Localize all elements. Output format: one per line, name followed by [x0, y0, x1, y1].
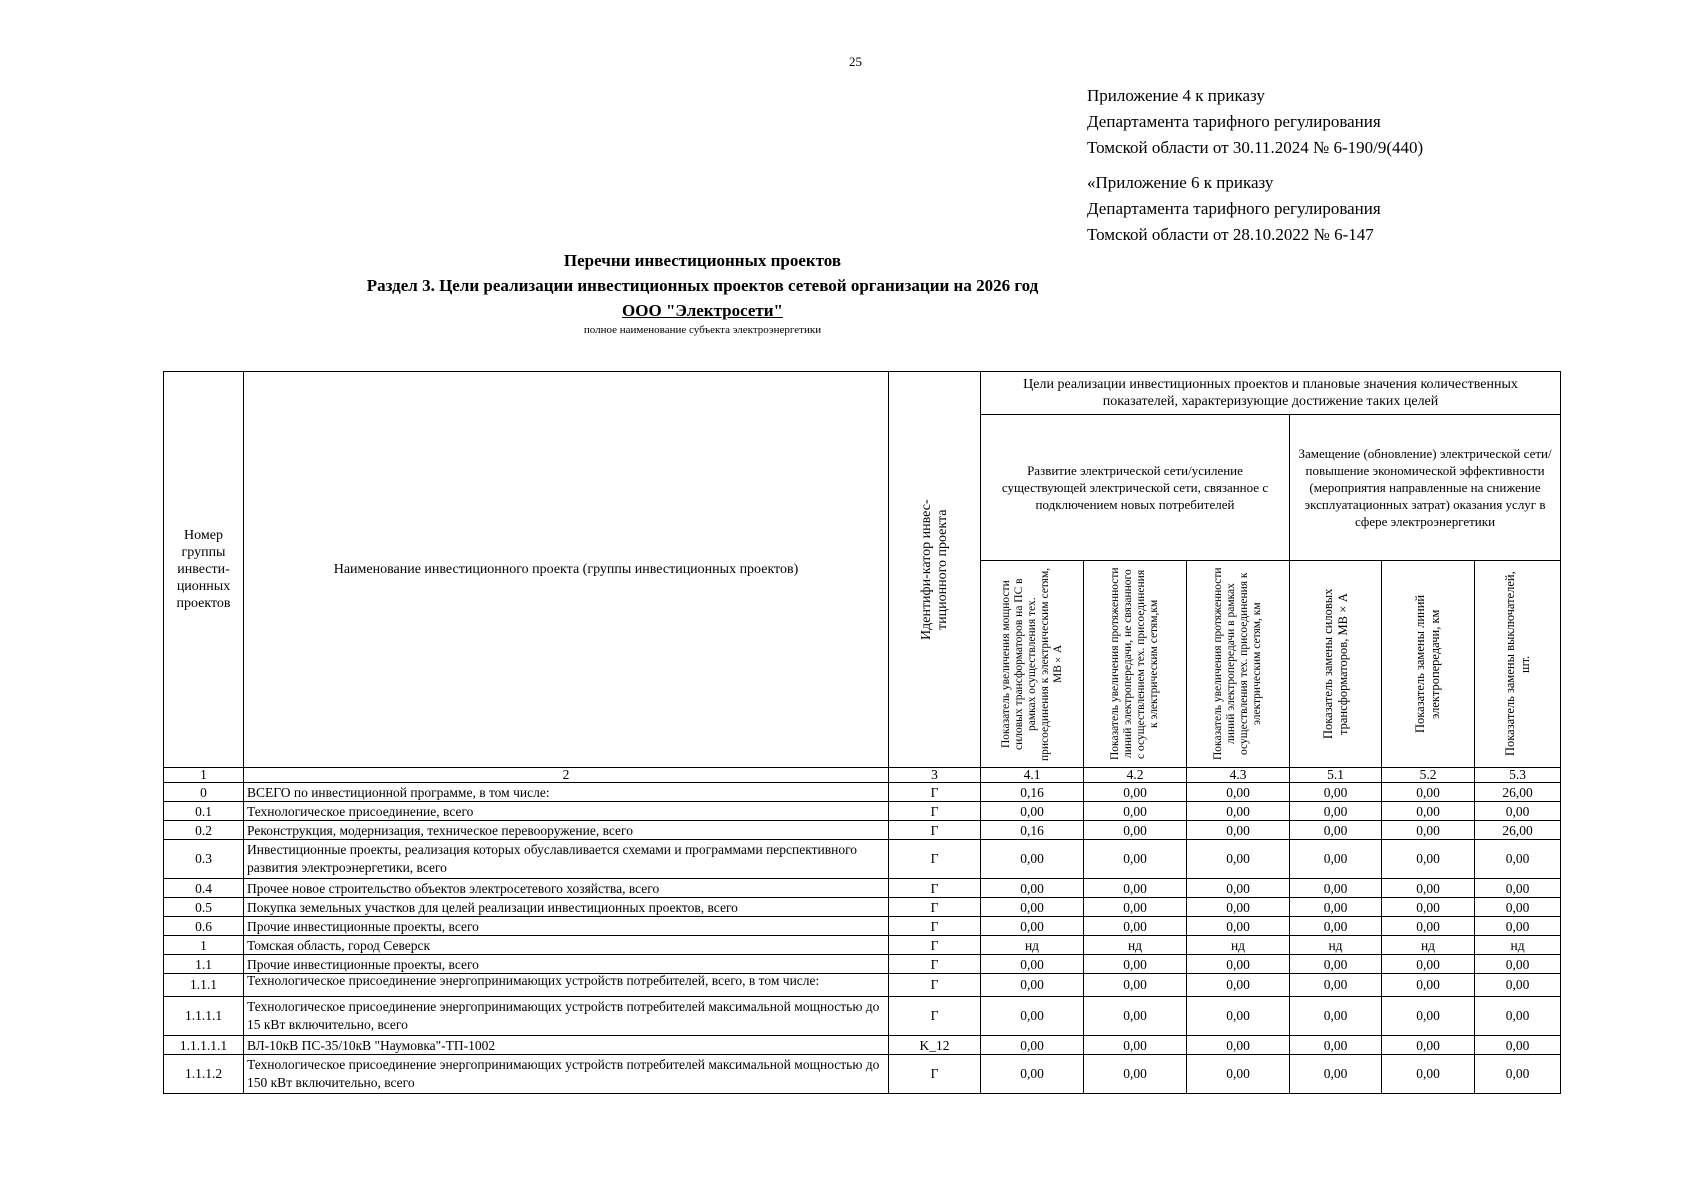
row-group-number: 0.1: [164, 802, 244, 821]
appendix-line: Департамента тарифного регулирования: [1087, 199, 1381, 218]
row-project-name: Прочие инвестиционные проекты, всего: [244, 917, 889, 936]
row-indicator-value: нд: [981, 936, 1084, 955]
document-title: [160, 248, 1245, 337]
row-project-name: Прочее новое строительство объектов электросетевого хозяйства, всего: [244, 879, 889, 898]
header-replacement: Замещение (обновление) электрической сети/повышение экономической эффективности (мероприятия направленные на снижение эксплуатационных затрат) оказания услуг в сфере электроэнергетики: [1290, 415, 1561, 561]
row-identifier: Г: [889, 802, 981, 821]
header-indicator-5-1: [1290, 561, 1382, 768]
row-indicator-value: 0,00: [1084, 974, 1187, 997]
table-row: [164, 1055, 1561, 1094]
row-identifier: Г: [889, 1055, 981, 1094]
appendix-line: Томской области от 28.10.2022 № 6-147: [1087, 225, 1374, 244]
header-indicator-5-1-text: Показатель замены силовых трансформаторов, МВ×А: [1320, 588, 1350, 740]
row-identifier: Г: [889, 879, 981, 898]
row-indicator-value: 0,00: [1187, 783, 1290, 802]
row-indicator-value: 0,00: [1084, 997, 1187, 1036]
row-indicator-value: 0,00: [1382, 840, 1475, 879]
row-indicator-value: 0,00: [1382, 802, 1475, 821]
row-indicator-value: 0,00: [1290, 1055, 1382, 1094]
table-row: [164, 917, 1561, 936]
row-indicator-value: 0,16: [981, 821, 1084, 840]
row-indicator-value: 0,00: [1475, 840, 1561, 879]
column-number: 1: [164, 768, 244, 783]
row-identifier: Г: [889, 821, 981, 840]
row-identifier: K_12: [889, 1036, 981, 1055]
table-row: [164, 974, 1561, 997]
header-indicator-4-3: [1187, 561, 1290, 768]
title-line-2: Раздел 3. Цели реализации инвестиционных проектов сетевой организации на 2026 год: [366, 276, 1039, 295]
row-indicator-value: нд: [1382, 936, 1475, 955]
row-indicator-value: нд: [1187, 936, 1290, 955]
page-number: 25: [849, 54, 862, 69]
investment-goals-table: [163, 371, 1561, 1094]
row-indicator-value: 0,00: [1187, 802, 1290, 821]
row-group-number: 0.4: [164, 879, 244, 898]
row-project-name: Технологическое присоединение энергопринимающих устройств потребителей максимальной мощностью до 15 кВт включительно, всего: [244, 997, 889, 1036]
organization-name: ООО "Электросети": [622, 301, 783, 320]
row-project-name: Покупка земельных участков для целей реализации инвестиционных проектов, всего: [244, 898, 889, 917]
row-indicator-value: 0,00: [1290, 974, 1382, 997]
column-number: 5.3: [1475, 768, 1561, 783]
row-indicator-value: 0,00: [1084, 783, 1187, 802]
row-indicator-value: 0,00: [1382, 821, 1475, 840]
header-project-name: Наименование инвестиционного проекта (группы инвестиционных проектов): [244, 372, 889, 768]
row-indicator-value: 0,00: [1187, 879, 1290, 898]
row-indicator-value: 0,00: [1382, 955, 1475, 974]
row-indicator-value: 0,00: [981, 879, 1084, 898]
row-identifier: Г: [889, 917, 981, 936]
row-indicator-value: 0,00: [1475, 917, 1561, 936]
row-indicator-value: 0,00: [1187, 917, 1290, 936]
organization-caption: полное наименование субъекта электроэнергетики: [583, 324, 822, 336]
row-indicator-value: 0,00: [1382, 997, 1475, 1036]
row-project-name: Технологическое присоединение энергопринимающих устройств потребителей максимальной мощностью до 150 кВт включительно, всего: [244, 1055, 889, 1094]
row-indicator-value: 0,00: [981, 898, 1084, 917]
header-group-number: Номер группы инвести-ционных проектов: [164, 372, 244, 768]
row-indicator-value: нд: [1475, 936, 1561, 955]
row-indicator-value: 0,00: [981, 1036, 1084, 1055]
row-indicator-value: 0,00: [981, 802, 1084, 821]
row-group-number: 0.2: [164, 821, 244, 840]
row-indicator-value: нд: [1290, 936, 1382, 955]
table-row: [164, 936, 1561, 955]
table-row: [164, 821, 1561, 840]
row-indicator-value: 0,00: [1290, 917, 1382, 936]
header-development: Развитие электрической сети/усиление существующей электрической сети, связанное с подключением новых потребителей: [981, 415, 1290, 561]
column-number: 3: [889, 768, 981, 783]
row-indicator-value: 0,00: [1084, 802, 1187, 821]
row-indicator-value: 0,00: [1084, 840, 1187, 879]
row-project-name: ВЛ-10кВ ПС-35/10кВ "Наумовка"-ТП-1002: [244, 1036, 889, 1055]
header-indicator-4-2: [1084, 561, 1187, 768]
row-group-number: 1.1.1: [164, 974, 244, 997]
row-indicator-value: 0,00: [1084, 821, 1187, 840]
header-identifier: [889, 372, 981, 768]
column-number: 5.2: [1382, 768, 1475, 783]
header-identifier-text: Идентифи-катор инвес-тиционного проекта: [918, 499, 950, 640]
row-indicator-value: 0,00: [1475, 955, 1561, 974]
appendix-current-reference: [1087, 83, 1423, 161]
table-row: [164, 783, 1561, 802]
row-indicator-value: 0,00: [981, 974, 1084, 997]
header-indicator-5-3-text: Показатель замены выключателей, шт.: [1502, 571, 1532, 757]
row-indicator-value: 0,00: [1382, 917, 1475, 936]
row-indicator-value: 0,00: [1187, 840, 1290, 879]
row-group-number: 0: [164, 783, 244, 802]
row-indicator-value: 0,00: [1290, 1036, 1382, 1055]
row-indicator-value: 0,00: [1382, 879, 1475, 898]
row-indicator-value: 0,16: [981, 783, 1084, 802]
row-identifier: Г: [889, 997, 981, 1036]
row-indicator-value: 0,00: [1290, 783, 1382, 802]
row-indicator-value: 0,00: [1475, 898, 1561, 917]
row-project-name: Инвестиционные проекты, реализация которых обуславливается схемами и программами перспективного развития электроэнергетики, всего: [244, 840, 889, 879]
row-indicator-value: 0,00: [1475, 1055, 1561, 1094]
title-line-1: Перечни инвестиционных проектов: [563, 251, 842, 270]
column-number: 4.2: [1084, 768, 1187, 783]
column-number: 4.1: [981, 768, 1084, 783]
table-row: [164, 879, 1561, 898]
table-row: [164, 997, 1561, 1036]
row-indicator-value: 0,00: [981, 997, 1084, 1036]
row-project-name: [244, 974, 889, 997]
row-indicator-value: 0,00: [1290, 997, 1382, 1036]
row-project-name: Реконструкция, модернизация, техническое перевооружение, всего: [244, 821, 889, 840]
table-row: [164, 802, 1561, 821]
row-project-name: Томская область, город Северск: [244, 936, 889, 955]
header-indicator-5-2: [1382, 561, 1475, 768]
row-indicator-value: 0,00: [1084, 917, 1187, 936]
row-indicator-value: 0,00: [1290, 879, 1382, 898]
row-indicator-value: 0,00: [1475, 974, 1561, 997]
appendix-line: Томской области от 30.11.2024 № 6-190/9(440): [1087, 138, 1424, 157]
row-indicator-value: 0,00: [1290, 955, 1382, 974]
row-group-number: 1.1.1.2: [164, 1055, 244, 1094]
appendix-line: «Приложение 6 к приказу: [1087, 173, 1274, 192]
column-number: 5.1: [1290, 768, 1382, 783]
row-indicator-value: 0,00: [1475, 802, 1561, 821]
header-indicator-5-2-text: Показатель замены линий электропередачи, км: [1413, 594, 1442, 734]
header-indicator-5-3: [1475, 561, 1561, 768]
row-group-number: 1.1.1.1.1: [164, 1036, 244, 1055]
row-indicator-value: нд: [1084, 936, 1187, 955]
row-project-name: Технологическое присоединение, всего: [244, 802, 889, 821]
table-row: [164, 840, 1561, 879]
row-group-number: 0.3: [164, 840, 244, 879]
row-indicator-value: 26,00: [1475, 783, 1561, 802]
row-indicator-value: 0,00: [1290, 840, 1382, 879]
row-indicator-value: 0,00: [1187, 1055, 1290, 1094]
row-group-number: 1.1: [164, 955, 244, 974]
row-indicator-value: 0,00: [1084, 955, 1187, 974]
row-indicator-value: 0,00: [1187, 955, 1290, 974]
row-group-number: 1.1.1.1: [164, 997, 244, 1036]
row-indicator-value: 0,00: [1187, 974, 1290, 997]
row-project-name: Прочие инвестиционные проекты, всего: [244, 955, 889, 974]
table-row: [164, 1036, 1561, 1055]
row-indicator-value: 0,00: [1084, 1055, 1187, 1094]
header-indicator-4-1-text: Показатель увеличения мощности силовых трансформаторов на ПС в рамках осуществления тех. присоединения к электрическим сетям, МВ×А: [999, 567, 1064, 761]
row-indicator-value: 0,00: [1382, 898, 1475, 917]
column-number: 4.3: [1187, 768, 1290, 783]
appendix-original-reference: [1087, 170, 1381, 248]
row-indicator-value: 0,00: [1084, 879, 1187, 898]
column-number: 2: [244, 768, 889, 783]
row-indicator-value: 0,00: [1382, 783, 1475, 802]
row-identifier: Г: [889, 898, 981, 917]
header-goals: Цели реализации инвестиционных проектов и плановые значения количественных показателей, характеризующие достижение таких целей: [981, 372, 1561, 415]
row-identifier: Г: [889, 840, 981, 879]
row-group-number: 1: [164, 936, 244, 955]
row-indicator-value: 0,00: [1187, 997, 1290, 1036]
row-group-number: 0.5: [164, 898, 244, 917]
row-identifier: Г: [889, 783, 981, 802]
row-identifier: Г: [889, 974, 981, 997]
row-indicator-value: 0,00: [981, 917, 1084, 936]
header-indicator-4-2-text: Показатель увеличения протяженности линий электропередачи, не связанного с осуществлением тех. присоединения к электрическим сетям,км: [1109, 567, 1160, 761]
row-indicator-value: 0,00: [1382, 1036, 1475, 1055]
row-indicator-value: 0,00: [1382, 1055, 1475, 1094]
appendix-line: Департамента тарифного регулирования: [1087, 112, 1381, 131]
column-number-row: [164, 768, 1561, 783]
row-indicator-value: 0,00: [1382, 974, 1475, 997]
row-indicator-value: 0,00: [1187, 898, 1290, 917]
table-row: [164, 898, 1561, 917]
row-project-name: ВСЕГО по инвестиционной программе, в том числе:: [244, 783, 889, 802]
row-indicator-value: 0,00: [1475, 997, 1561, 1036]
row-indicator-value: 26,00: [1475, 821, 1561, 840]
row-indicator-value: 0,00: [1475, 1036, 1561, 1055]
row-indicator-value: 0,00: [1290, 821, 1382, 840]
table-row: [164, 955, 1561, 974]
row-identifier: Г: [889, 936, 981, 955]
row-group-number: 0.6: [164, 917, 244, 936]
row-indicator-value: 0,00: [1187, 821, 1290, 840]
row-indicator-value: 0,00: [981, 955, 1084, 974]
row-indicator-value: 0,00: [1290, 898, 1382, 917]
row-indicator-value: 0,00: [1084, 898, 1187, 917]
row-project-name-text: Технологическое присоединение энергопринимающих устройств потребителей, всего, в том числе:: [247, 974, 820, 988]
header-indicator-4-1: [981, 561, 1084, 768]
header-indicator-4-3-text: Показатель увеличения протяженности линий электропередачи в рамках осуществления тех. присоединения к электрическим сетям, км: [1212, 567, 1263, 761]
row-indicator-value: 0,00: [1475, 879, 1561, 898]
row-indicator-value: 0,00: [1084, 1036, 1187, 1055]
row-identifier: Г: [889, 955, 981, 974]
row-indicator-value: 0,00: [1290, 802, 1382, 821]
row-indicator-value: 0,00: [981, 1055, 1084, 1094]
table-body: [164, 783, 1561, 1094]
row-indicator-value: 0,00: [1187, 1036, 1290, 1055]
row-indicator-value: 0,00: [981, 840, 1084, 879]
appendix-line: Приложение 4 к приказу: [1087, 86, 1265, 105]
